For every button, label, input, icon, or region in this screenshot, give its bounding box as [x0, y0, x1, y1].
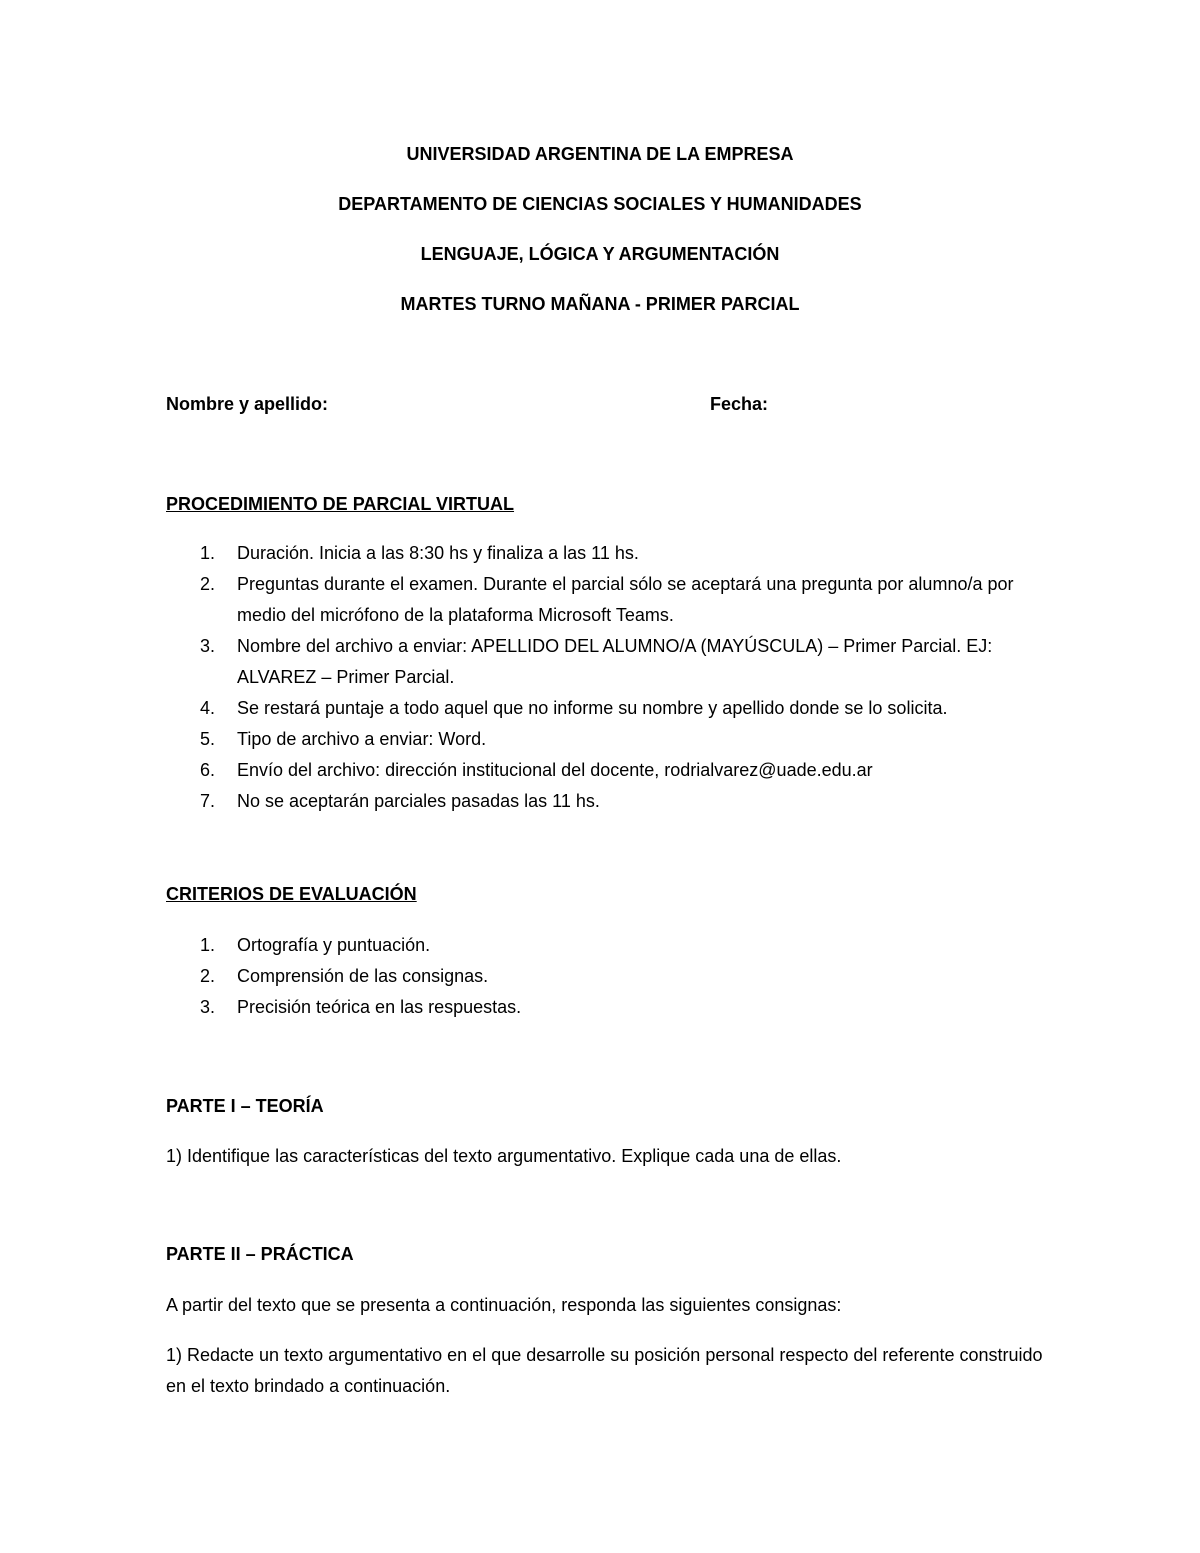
- item-number: 4.: [200, 698, 216, 718]
- criteria-heading: CRITERIOS DE EVALUACIÓN: [166, 884, 417, 904]
- item-number: 3.: [200, 997, 216, 1017]
- university-title: UNIVERSIDAD ARGENTINA DE LA EMPRESA: [406, 144, 794, 164]
- part2-intro: A partir del texto que se presenta a continuación, responda las siguientes consignas:: [166, 1295, 842, 1315]
- procedure-heading: PROCEDIMIENTO DE PARCIAL VIRTUAL: [166, 494, 515, 514]
- procedure-item: [166, 569, 1046, 631]
- item-number: 2.: [200, 574, 216, 594]
- item-text: No se aceptarán parciales pasadas las 11 hs.: [237, 791, 600, 811]
- item-number: 6.: [200, 760, 216, 780]
- procedure-item: [166, 631, 1046, 693]
- part1-heading: PARTE I – TEORÍA: [166, 1096, 324, 1116]
- item-number: 1.: [200, 935, 216, 955]
- exam-title: MARTES TURNO MAÑANA - PRIMER PARCIAL: [400, 294, 800, 314]
- procedure-item: [166, 786, 1046, 817]
- item-number: 2.: [200, 966, 216, 986]
- date-label: Fecha:: [710, 394, 769, 414]
- part1-question: 1) Identifique las características del texto argumentativo. Explique cada una de ellas.: [166, 1146, 842, 1166]
- item-number: 7.: [200, 791, 216, 811]
- course-title: LENGUAJE, LÓGICA Y ARGUMENTACIÓN: [420, 244, 780, 264]
- criteria-list: [166, 930, 1046, 1023]
- criteria-item: [166, 961, 1046, 992]
- item-text: Tipo de archivo a enviar: Word.: [237, 729, 487, 749]
- item-text: Precisión teórica en las respuestas.: [237, 997, 522, 1017]
- item-text: Se restará puntaje a todo aquel que no informe su nombre y apellido donde se lo solicita.: [237, 698, 948, 718]
- part2-heading: PARTE II – PRÁCTICA: [166, 1244, 354, 1264]
- item-text: Nombre del archivo a enviar: APELLIDO DEL ALUMNO/A (MAYÚSCULA) – Primer Parcial. EJ: ALVAREZ – Primer Parcial.: [237, 636, 993, 687]
- item-text: Ortografía y puntuación.: [237, 935, 431, 955]
- procedure-item: [166, 538, 1046, 569]
- criteria-item: [166, 930, 1046, 961]
- item-text: Envío del archivo: dirección institucional del docente, rodrialvarez@uade.edu.ar: [237, 760, 873, 780]
- item-number: 5.: [200, 729, 216, 749]
- item-text: Comprensión de las consignas.: [237, 966, 489, 986]
- procedure-item: [166, 693, 1046, 724]
- procedure-item: [166, 724, 1046, 755]
- item-number: 1.: [200, 543, 216, 563]
- procedure-item: [166, 755, 1046, 786]
- part2-question: 1) Redacte un texto argumentativo en el que desarrolle su posición personal respecto del referente construido en el texto brindado a continuación.: [166, 1345, 1043, 1396]
- item-text: Duración. Inicia a las 8:30 hs y finaliza a las 11 hs.: [237, 543, 639, 563]
- procedure-list: [166, 538, 1046, 817]
- department-title: DEPARTAMENTO DE CIENCIAS SOCIALES Y HUMANIDADES: [338, 194, 862, 214]
- item-number: 3.: [200, 636, 216, 656]
- criteria-item: [166, 992, 1046, 1023]
- name-label: Nombre y apellido:: [166, 394, 329, 414]
- item-text: Preguntas durante el examen. Durante el parcial sólo se aceptará una pregunta por alumno/a por medio del micrófono de la plataforma Microsoft Teams.: [237, 574, 1014, 625]
